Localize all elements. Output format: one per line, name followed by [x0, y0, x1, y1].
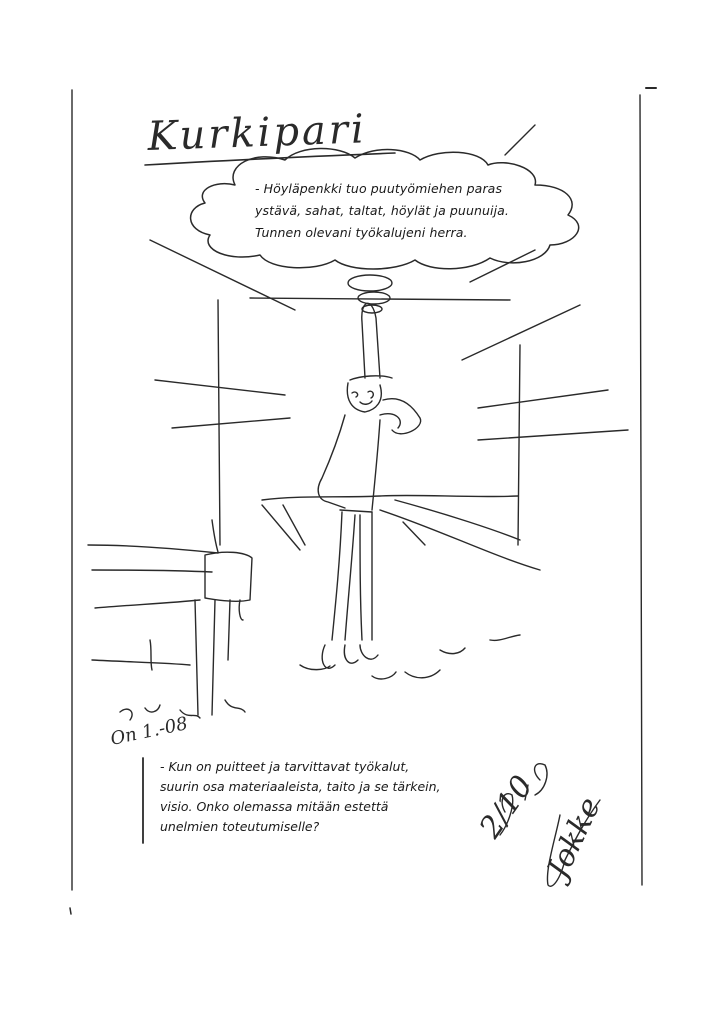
- thought-line: - Höyläpenkki tuo puutyömiehen paras: [255, 181, 503, 196]
- light-ray: [155, 380, 285, 395]
- workbench-top: [88, 545, 218, 553]
- caption-line: - Kun on puitteet ja tarvittavat työkalut,: [160, 759, 410, 774]
- light-ray: [478, 390, 608, 408]
- top-hat: [350, 303, 392, 380]
- workbench-front: [92, 660, 190, 665]
- window-frame: [518, 345, 520, 545]
- panel-frame-right: [640, 95, 642, 885]
- signature-date: 2/10: [472, 769, 541, 845]
- workbench-vise-screw: [212, 520, 218, 552]
- light-ray: [462, 305, 580, 360]
- thought-line: Tunnen olevani työkalujeni herra.: [255, 225, 468, 240]
- caption-line: unelmien toteutumiselle?: [160, 819, 320, 834]
- workbench-leg: [195, 600, 230, 715]
- character-feet: [322, 645, 378, 668]
- caption-text: [160, 757, 460, 837]
- light-ray: [172, 418, 290, 428]
- thought-circle: [358, 292, 390, 304]
- window-frame: [250, 298, 510, 300]
- signature: Jokke: [540, 792, 608, 884]
- caption-line: visio. Onko olemassa mitään estettä: [160, 799, 389, 814]
- light-ray: [470, 250, 535, 282]
- ground-scribble: [300, 635, 520, 679]
- thought-bubble-text: [255, 178, 555, 244]
- character-leg: [360, 515, 362, 640]
- character-arm-raised: [383, 399, 421, 434]
- page-edge-mark: [70, 908, 71, 914]
- character-head: [347, 383, 381, 412]
- workbench-front: [150, 640, 152, 670]
- workbench-vise: [205, 552, 252, 601]
- light-ray: [150, 240, 295, 310]
- light-ray: [262, 505, 300, 550]
- character-face: [352, 391, 373, 404]
- workbench-top: [92, 570, 212, 572]
- workbench-handle: [239, 600, 243, 620]
- thought-circle: [348, 275, 392, 291]
- horizon-line: [262, 495, 518, 500]
- character-body: [318, 415, 345, 508]
- light-ray: [478, 430, 628, 440]
- character-arm-raised: [380, 414, 400, 428]
- thought-line: ystävä, sahat, taltat, höylät ja puunuija.: [255, 203, 510, 218]
- comic-title: Kurkipari: [146, 106, 368, 160]
- workbench-top: [95, 600, 200, 608]
- character-belt: [340, 510, 372, 512]
- sketch-scribble: [120, 705, 160, 720]
- sketch-date: On 1.-08: [108, 713, 190, 750]
- light-ray: [283, 505, 305, 545]
- window-frame: [218, 300, 220, 545]
- light-ray: [505, 125, 535, 155]
- character-leg: [345, 515, 355, 640]
- caption-line: suurin osa materiaaleista, taito ja se tärkein,: [160, 779, 441, 794]
- character-leg: [332, 512, 342, 640]
